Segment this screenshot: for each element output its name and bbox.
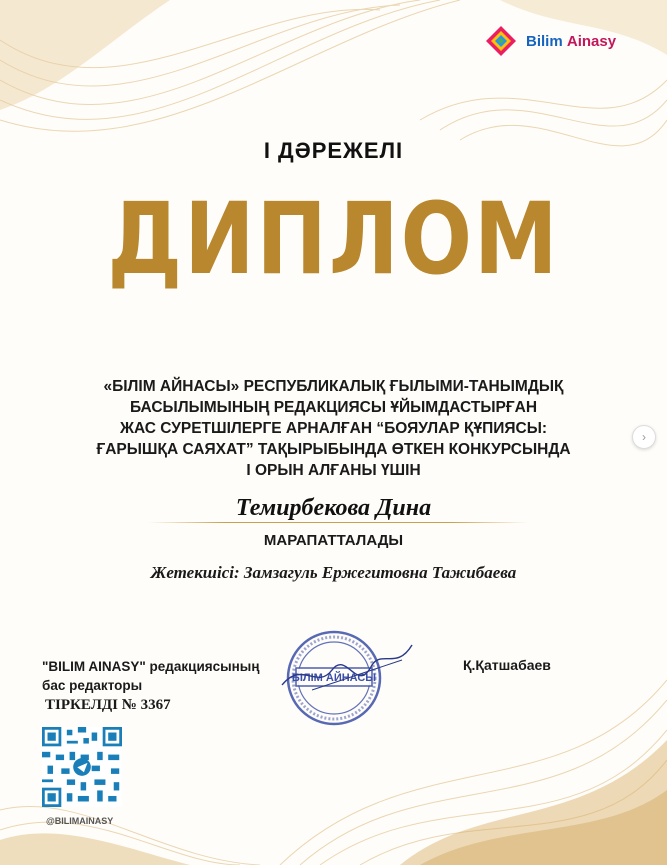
signature-mark [272,640,422,700]
award-line-5: І ОРЫН АЛҒАНЫ ҮШІН [246,462,421,479]
award-line-4: ҒАРЫШҚА САЯХАТ” ТАҚЫРЫБЫНДА ӨТКЕН КОНКУРСЫНДА [96,441,571,458]
diamond-logo-icon [484,24,518,58]
social-handle: @BILIMAINASY [46,816,114,826]
award-line-2: БАСЫЛЫМЫНЫҢ РЕДАКЦИЯСЫ ҰЙЫМДАСТЫРҒАН [129,399,538,416]
logo-text [526,33,616,50]
recipient-name: Темирбекова Дина [235,495,432,521]
award-line-1: «БІЛІМ АЙНАСЫ» РЕСПУБЛИКАЛЫҚ ҒЫЛЫМИ-ТАНЫМДЫҚ [103,378,564,395]
awarded-text: МАРАПАТТАЛАДЫ [263,532,404,549]
diploma-title: ДИПЛОМ [107,181,560,297]
editor-title [42,657,260,695]
registration-number: ТІРКЕЛДІ № 3367 [45,697,171,713]
name-underline [148,522,528,523]
mentor-text: Жетекшісі: Замзагуль Ержегитовна Тажибаева [150,563,517,582]
qr-code [42,727,122,807]
editor-line-2: бас редакторы [42,678,143,693]
bilim-ainasy-logo [484,24,616,58]
award-description [60,376,607,481]
signer-name: Қ.Қатшабаев [463,657,551,673]
logo-brand-first: Bilim [526,32,563,50]
next-slide-button[interactable] [632,425,656,449]
editor-line-1: "BILIM AINASY" редакциясының [42,659,260,674]
logo-brand-second: Ainasy [566,32,617,50]
degree-heading: I ДӘРЕЖЕЛІ [263,138,404,163]
chevron-right-icon: › [642,430,646,444]
award-line-3: ЖАС СУРЕТШІЛЕРГЕ АРНАЛҒАН “БОЯУЛАР ҚҰПИЯСЫ: [119,420,548,437]
stamp-center-text: БІЛІМ АЙНАСЫ [291,672,377,684]
